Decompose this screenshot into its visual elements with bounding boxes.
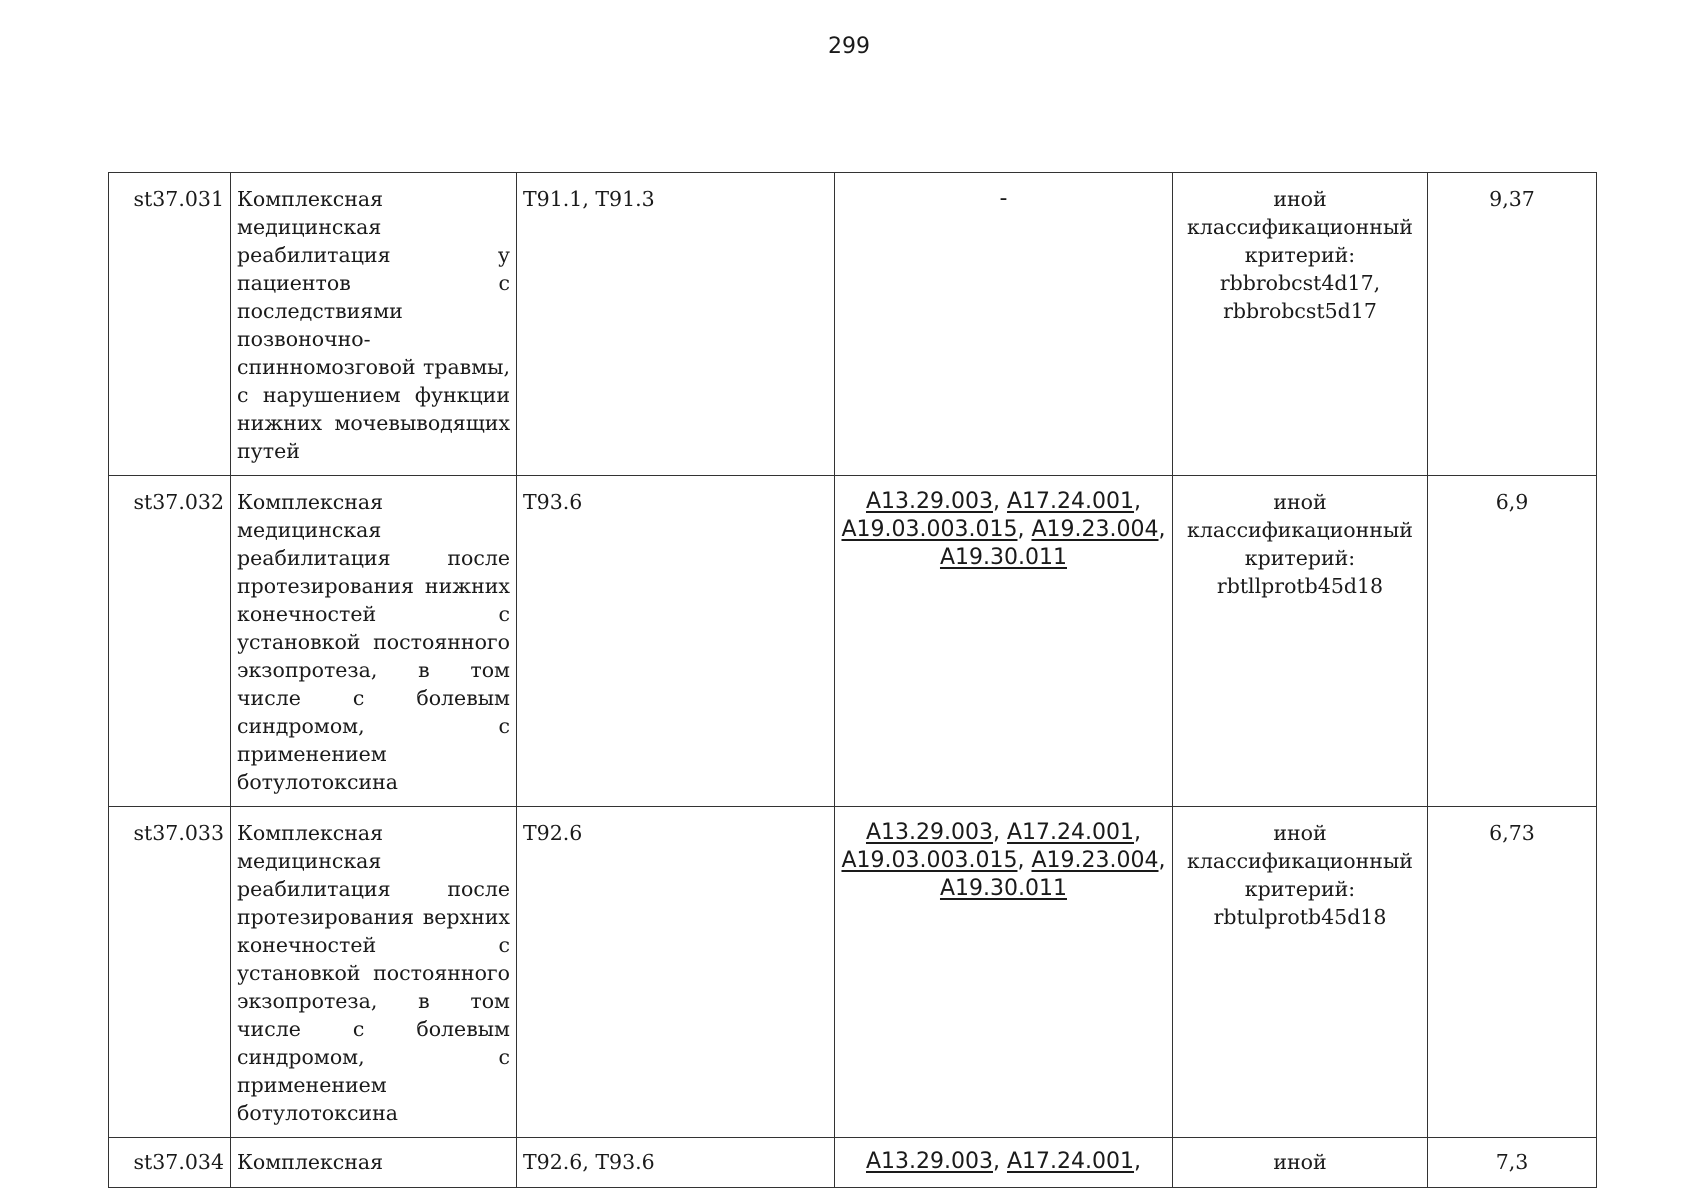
- table-row: [109, 476, 1597, 807]
- service-code-link[interactable]: A13.29.003: [865, 1149, 993, 1174]
- ksg-code: st37.034: [109, 1138, 231, 1188]
- service-code-link[interactable]: A17.24.001: [1007, 489, 1135, 514]
- service-code-dash: -: [999, 186, 1008, 211]
- icd-codes: T91.1, T91.3: [517, 173, 835, 476]
- ksg-description: Комплексная медицинская реабилитация у пациентов с последствиями позвоночно-спинномозговой травмы, с нарушением функции нижних мочевыводящих путей: [231, 173, 517, 476]
- classification-criterion: иной классификационный критерий: rbtulprotb45d18: [1173, 807, 1428, 1138]
- ksg-code: st37.031: [109, 173, 231, 476]
- classification-criterion: иной классификационный критерий: rbbrobcst4d17, rbbrobcst5d17: [1173, 173, 1428, 476]
- service-code-link[interactable]: A13.29.003: [865, 489, 993, 514]
- ksg-description: Комплексная: [231, 1138, 517, 1188]
- service-code-link[interactable]: A19.30.011: [939, 876, 1067, 901]
- coefficient: 6,9: [1428, 476, 1597, 807]
- service-code-link[interactable]: A19.03.003.015: [841, 517, 1018, 542]
- service-codes: A13.29.003, A17.24.001, A19.03.003.015, A19.23.004, A19.30.011: [835, 476, 1173, 807]
- coefficient: 6,73: [1428, 807, 1597, 1138]
- icd-codes: T93.6: [517, 476, 835, 807]
- service-code-link[interactable]: A19.23.004: [1031, 848, 1159, 873]
- ksg-table: [108, 172, 1597, 1188]
- table-row: [109, 1138, 1597, 1188]
- service-code-link[interactable]: A17.24.001: [1007, 820, 1135, 845]
- ksg-code: st37.033: [109, 807, 231, 1138]
- table-row: [109, 807, 1597, 1138]
- service-codes: A13.29.003, A17.24.001,: [835, 1138, 1173, 1188]
- service-code-link[interactable]: A19.30.011: [939, 545, 1067, 570]
- service-code-link[interactable]: A19.03.003.015: [841, 848, 1018, 873]
- coefficient: 9,37: [1428, 173, 1597, 476]
- service-codes: A13.29.003, A17.24.001, A19.03.003.015, A19.23.004, A19.30.011: [835, 807, 1173, 1138]
- service-code-link[interactable]: A19.23.004: [1031, 517, 1159, 542]
- icd-codes: T92.6, T93.6: [517, 1138, 835, 1188]
- service-code-link[interactable]: A17.24.001: [1007, 1149, 1135, 1174]
- page-number: 299: [828, 34, 870, 59]
- coefficient: 7,3: [1428, 1138, 1597, 1188]
- table-row: [109, 173, 1597, 476]
- service-code-link[interactable]: A13.29.003: [865, 820, 993, 845]
- ksg-code: st37.032: [109, 476, 231, 807]
- classification-criterion: иной: [1173, 1138, 1428, 1188]
- service-codes: [835, 173, 1173, 476]
- classification-criterion: иной классификационный критерий: rbtllprotb45d18: [1173, 476, 1428, 807]
- icd-codes: T92.6: [517, 807, 835, 1138]
- ksg-description: Комплексная медицинская реабилитация после протезирования верхних конечностей с установкой постоянного экзопротеза, в том числе с болевым синдромом, с применением ботулотоксина: [231, 807, 517, 1138]
- ksg-description: Комплексная медицинская реабилитация после протезирования нижних конечностей с установкой постоянного экзопротеза, в том числе с болевым синдромом, с применением ботулотоксина: [231, 476, 517, 807]
